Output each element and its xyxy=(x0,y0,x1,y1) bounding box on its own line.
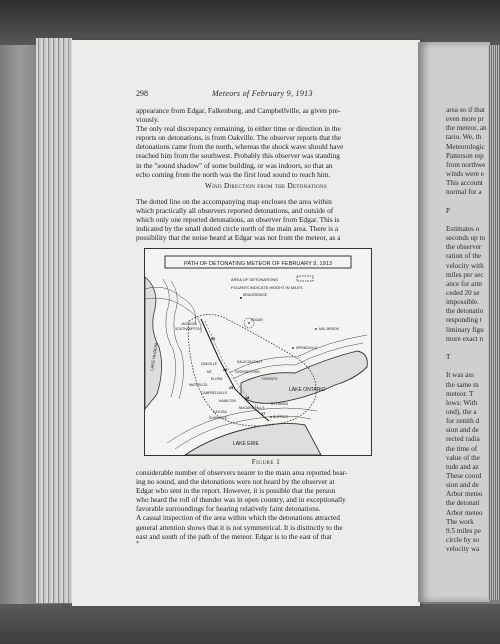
facing-text-line: 9.5 miles pe xyxy=(446,526,481,535)
place-mt: MT xyxy=(207,370,212,374)
text-line: appearance from Edgar, Falkenburg, and Campbellville, as given pre- xyxy=(136,106,341,115)
book-page-edges-right xyxy=(488,45,500,600)
height-figure: 27 xyxy=(261,412,266,416)
place-georgetown: GEORGETOWN xyxy=(235,370,260,374)
lake-erie-water xyxy=(185,423,321,455)
facing-text-line: sion and de xyxy=(446,481,479,490)
facing-text-line: Arbor meteo xyxy=(446,490,483,499)
facing-text-line: velocity with xyxy=(446,261,484,270)
place-waterloo: WATERLOO xyxy=(189,383,208,387)
place-springville: SPRINGVILLE xyxy=(296,346,318,350)
text-line: The dotted line on the accompanying map encloses the area within xyxy=(136,197,332,206)
facing-text-line: ration of the xyxy=(446,252,482,261)
facing-text-line: tario. We, th xyxy=(446,133,482,142)
text-line: echo coming from the north was the first loud sound to reach him. xyxy=(136,169,331,179)
place-marker xyxy=(240,297,242,299)
place-dunnville: DUNNVILLE xyxy=(209,416,228,420)
place-mill-brook: MILL BROOK xyxy=(319,327,340,331)
facing-text-line: These coord xyxy=(446,472,482,480)
figure-caption: Figure 1 xyxy=(251,458,281,466)
lake-ontario-water xyxy=(241,351,367,403)
legend-area: AREA OF DETONATIONS xyxy=(231,277,278,282)
facing-text-line: This account xyxy=(446,179,483,188)
facing-text-line: the detonati xyxy=(446,499,480,508)
facing-text-line: P xyxy=(446,206,450,215)
text-line: considerable number of observers nearer to the main area reported hear- xyxy=(136,468,348,477)
lake-huron-contour xyxy=(171,281,184,399)
facing-text-line: area so if that xyxy=(446,106,485,114)
facing-text-line: the observer xyxy=(446,243,482,252)
map-figure xyxy=(144,248,372,456)
place-edgar: EDGAR xyxy=(251,318,263,322)
place-buffalo: BUFFALO xyxy=(273,415,289,419)
paragraph-3 xyxy=(136,468,396,541)
text-line: detonations came from the north, whereas the shock wave should have xyxy=(136,142,344,152)
text-line: Edgar who sent in the report. However, it is possible that the person xyxy=(136,486,336,496)
text-line: general attention shows that it is not symmetrical. It is distinctly to the xyxy=(136,522,343,532)
place-marker xyxy=(270,416,272,418)
facing-text-line: normal for a xyxy=(446,188,482,197)
scan-bottom-shadow xyxy=(0,604,500,644)
facing-text-line: Estimates o xyxy=(446,224,480,233)
facing-text-line: circle by so xyxy=(446,536,480,545)
place-st-davids: ST DAVIDS xyxy=(271,402,289,406)
place-marker xyxy=(248,322,250,324)
bottom-mark: * xyxy=(136,541,139,547)
facing-text-line: impossible. xyxy=(446,298,479,307)
map-svg xyxy=(145,249,371,455)
facing-text-line: rected radia xyxy=(446,435,480,444)
facing-text-line: ance for atm xyxy=(446,279,482,288)
lake-huron-contour xyxy=(163,279,176,397)
running-title: Meteors of February 9, 1913 xyxy=(212,89,313,98)
facing-text-line: value of the xyxy=(446,453,480,462)
facing-text-line: for zenith d xyxy=(446,417,480,426)
place-salecon-east: SALECON EAST xyxy=(237,360,263,364)
text-line: The only real discrepancy remaining, in either time or direction in the xyxy=(136,124,341,134)
legend-figures: FIGURES INDICATE HEIGHT IN MILES xyxy=(231,285,303,290)
paragraph-1 xyxy=(136,106,396,179)
label-lake-erie: LAKE ERIE xyxy=(233,441,259,447)
book-page-right-facing xyxy=(418,42,490,602)
facing-text-line: seconds up to xyxy=(446,234,486,243)
facing-text-line: T xyxy=(446,353,451,362)
place-hamilton: HAMILTON xyxy=(219,399,236,403)
section-heading: Wind Direction from the Detonations xyxy=(205,182,327,190)
text-line: ing no sound, and the detonations were not heard by the observer at xyxy=(136,477,335,487)
facing-text-line: Arbor meteo xyxy=(446,508,483,517)
page-number: 298 xyxy=(136,89,148,98)
place-toronto: TORONTO xyxy=(261,377,278,381)
place-cayuga: CAYUGA xyxy=(213,410,227,414)
facing-text-line: sion and de xyxy=(446,426,479,435)
facing-text-line: velocity wa xyxy=(446,545,480,554)
height-figure: 28 xyxy=(223,368,228,372)
label-lake-huron: LAKE HURON xyxy=(149,342,159,372)
facing-text-line: the same m xyxy=(446,380,479,389)
text-line: who heard the roll of thunder was in open country, and in exceptionally xyxy=(136,495,346,505)
facing-text-line: meteor. T xyxy=(446,389,474,398)
text-line: favorable surroundings for hearing relatively faint detonations. xyxy=(136,504,321,514)
place-marker xyxy=(292,347,294,349)
text-line: which practically all observers reported detonations, and outside of xyxy=(136,206,334,216)
height-figure: 25 xyxy=(229,386,234,390)
facing-text-line: liminary figu xyxy=(446,325,484,334)
text-line: A casual inspection of the area within which the detonations attracted xyxy=(136,513,340,523)
place-oakville: OAKVILLE xyxy=(201,362,217,366)
book-page-edges-left xyxy=(36,38,72,603)
facing-text-line: lows: With xyxy=(446,398,478,407)
text-line: viously. xyxy=(136,115,159,125)
place-marker xyxy=(315,328,317,330)
label-lake-ontario: LAKE ONTARIO xyxy=(289,387,326,393)
facing-text-line: the meteor, an xyxy=(446,124,487,133)
text-line: indicated by the small dotted circle north of the main area. There is a xyxy=(136,224,339,234)
facing-text-line: more exact n xyxy=(446,334,484,343)
facing-text-line: the time of xyxy=(446,444,478,453)
facing-text-line: Meteorologic xyxy=(446,142,485,151)
place-elora: ELORA xyxy=(211,377,223,381)
text-line: reports on detonations, is from Oakville. The observer reports that the xyxy=(136,133,342,143)
scan-top-shadow xyxy=(0,0,500,45)
facing-text-line: tude and az xyxy=(446,462,479,471)
place-bracebridge: BRACEBRIDGE xyxy=(243,293,267,297)
facing-text-line: The work xyxy=(446,517,474,526)
paragraph-2 xyxy=(136,197,396,242)
facing-text-line: from northwe xyxy=(446,160,486,169)
text-line: possibility that the noise heard at Edgar was not from the meteor, as a xyxy=(136,233,341,243)
facing-text-line: It was ass xyxy=(446,371,474,380)
height-figure: 50 xyxy=(211,337,216,341)
facing-text-line: miles per sec xyxy=(446,270,484,279)
text-line: in the "sound shadow" of some building, or was indoors, so that an xyxy=(136,160,333,170)
facing-text-line: ond), the a xyxy=(446,407,477,416)
text-line: reached him from the southwest. Probably this observer was standing xyxy=(136,151,340,161)
facing-text-line: responding t xyxy=(446,316,482,325)
place-southampton: SOUTHAMPTON xyxy=(175,327,201,331)
facing-text-line: Patterson rep xyxy=(446,151,484,160)
map-title: PATH OF DETONATING METEOR OF FEBRUARY 9, 1913 xyxy=(184,261,332,267)
facing-text-line: ceded 20 se xyxy=(446,289,480,297)
height-figure: 18 xyxy=(245,396,250,400)
place-campbellville: CAMPBELLVILLE xyxy=(201,391,228,395)
place-jackson: JACKSON xyxy=(181,322,197,326)
facing-text-line: winds were e xyxy=(446,170,484,179)
facing-text-line: the detonatio xyxy=(446,307,484,316)
place-niagara-falls: NIAGARA FALLS xyxy=(239,406,265,410)
text-line: which only one reported detonations, an observer from Edgar. This is xyxy=(136,215,340,225)
facing-text-line: even more pr xyxy=(446,115,484,124)
text-line: east and south of the path of the meteor. Edgar is to the east of that xyxy=(136,531,332,541)
